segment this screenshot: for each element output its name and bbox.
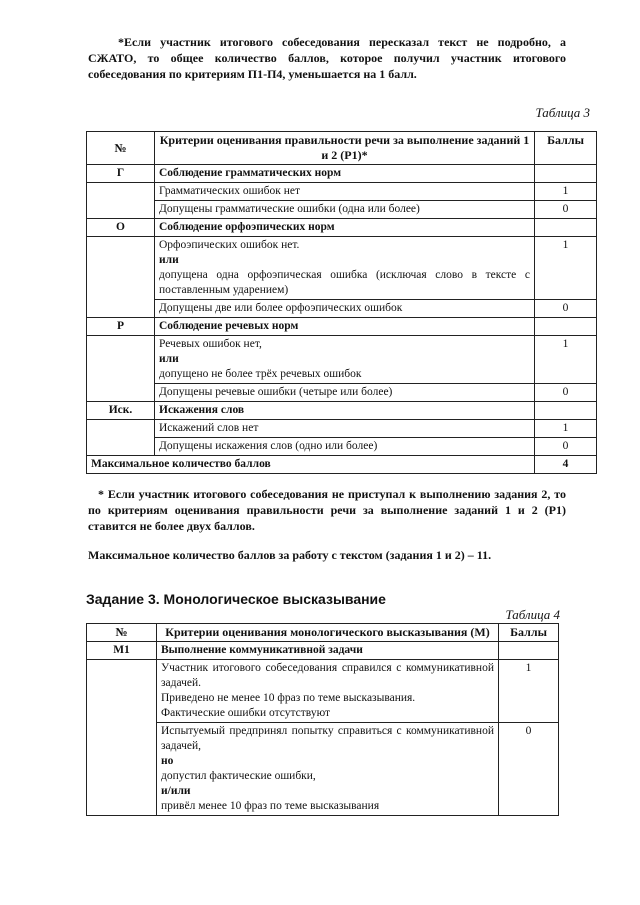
table4-header-score: Баллы [499,624,559,642]
criterion-line: Орфоэпических ошибок нет. [159,239,300,251]
criterion-score: 1 [535,237,597,300]
criterion-score: 0 [535,201,597,219]
section-code: М1 [87,642,157,660]
criterion-line: допущена одна орфоэпическая ошибка (исключая слово в тексте с поставленным ударением) [159,269,530,296]
criterion-row [87,237,597,300]
criterion-line: но [161,755,174,767]
criterion-score: 1 [499,660,559,723]
criterion-number-empty [87,183,155,219]
section-title: Соблюдение речевых норм [155,318,535,336]
section-title: Искажения слов [155,402,535,420]
section-title: Соблюдение грамматических норм [155,165,535,183]
criterion-number-empty [87,660,157,816]
criterion-number-empty [87,336,155,402]
criterion-line: Допущены две или более орфоэпических ошибок [159,302,403,314]
intro-note: *Если участник итогового собеседования пересказал текст не подробно, а СЖАТО, то общее количество баллов, которое получил участник итогового собеседования по критериям П1-П4, уменьшается на 1 балл. [88,35,566,81]
table4 [86,623,559,816]
table3-header-row [87,132,597,165]
criterion-text [155,336,535,384]
criterion-row [87,300,597,318]
section-code: О [87,219,155,237]
total-value: 4 [535,456,597,474]
criterion-text [155,237,535,300]
task3-title: Задание 3. Монологическое высказывание [86,591,386,607]
criterion-text [155,183,535,201]
criterion-score: 1 [535,420,597,438]
criterion-line: привёл менее 10 фраз по теме высказывания [161,800,380,812]
criterion-row [87,384,597,402]
section-score-empty [535,219,597,237]
criterion-line: Фактические ошибки отсутствуют [161,707,331,719]
criterion-score: 0 [535,384,597,402]
section-score-empty [535,318,597,336]
section-code: Иск. [87,402,155,420]
criterion-line: и/или [161,785,191,797]
section-score-empty [535,402,597,420]
criterion-row [87,723,559,816]
criterion-score: 1 [535,183,597,201]
criterion-line: Грамматических ошибок нет [159,185,300,197]
criterion-text [155,300,535,318]
max-score-note: Максимальное количество баллов за работу с текстом (задания 1 и 2) – 11. [88,548,492,562]
section-row [87,402,597,420]
criterion-score: 1 [535,336,597,384]
criterion-line: допустил фактические ошибки, [161,770,316,782]
criterion-line: допущено не более трёх речевых ошибок [159,368,362,380]
section-score-empty [499,642,559,660]
criterion-row [87,201,597,219]
table4-caption: Таблица 4 [505,607,560,622]
criterion-row [87,660,559,723]
table4-header-criteria: Критерии оценивания монологического высказывания (М) [157,624,499,642]
table3-header-criteria: Критерии оценивания правильности речи за выполнение заданий 1 и 2 (Р1)* [155,132,535,165]
table3 [86,131,597,474]
criterion-line: Приведено не менее 10 фраз по теме высказывания. [161,692,416,704]
table3-header-score: Баллы [535,132,597,165]
section-score-empty [535,165,597,183]
section-row [87,219,597,237]
criterion-text [157,660,499,723]
criterion-line: Испытуемый предпринял попытку справиться с коммуникативной задачей, [161,725,494,752]
criterion-row [87,420,597,438]
criterion-text [155,438,535,456]
criterion-line: или [159,254,179,266]
section-code: Г [87,165,155,183]
section-title: Соблюдение орфоэпических норм [155,219,535,237]
criterion-line: Речевых ошибок нет, [159,338,262,350]
section-title: Выполнение коммуникативной задачи [157,642,499,660]
total-label: Максимальное количество баллов [87,456,535,474]
criterion-line: Искажений слов нет [159,422,259,434]
criterion-score: 0 [499,723,559,816]
section-code: Р [87,318,155,336]
table3-caption: Таблица 3 [535,105,590,120]
criterion-text [155,201,535,219]
section-row [87,165,597,183]
criterion-line: или [159,353,179,365]
section-row [87,318,597,336]
criterion-line: Участник итогового собеседования справился с коммуникативной задачей. [161,662,494,689]
criterion-text [157,723,499,816]
criterion-text [155,420,535,438]
total-row [87,456,597,474]
criterion-text [155,384,535,402]
criterion-line: Допущены грамматические ошибки (одна или более) [159,203,420,215]
criterion-number-empty [87,237,155,318]
criterion-row [87,438,597,456]
criterion-score: 0 [535,300,597,318]
section-row [87,642,559,660]
table4-header-number: № [87,624,157,642]
table4-header-row [87,624,559,642]
criterion-score: 0 [535,438,597,456]
criterion-row [87,336,597,384]
note2: * Если участник итогового собеседования не приступал к выполнению задания 2, то по критериям оценивания правильности речи за выполнение заданий 1 и 2 (Р1) ставится не более двух баллов. [88,487,566,533]
criterion-line: Допущены искажения слов (одно или более) [159,440,378,452]
criterion-row [87,183,597,201]
criterion-line: Допущены речевые ошибки (четыре или более) [159,386,393,398]
table3-header-number: № [87,132,155,165]
criterion-number-empty [87,420,155,456]
